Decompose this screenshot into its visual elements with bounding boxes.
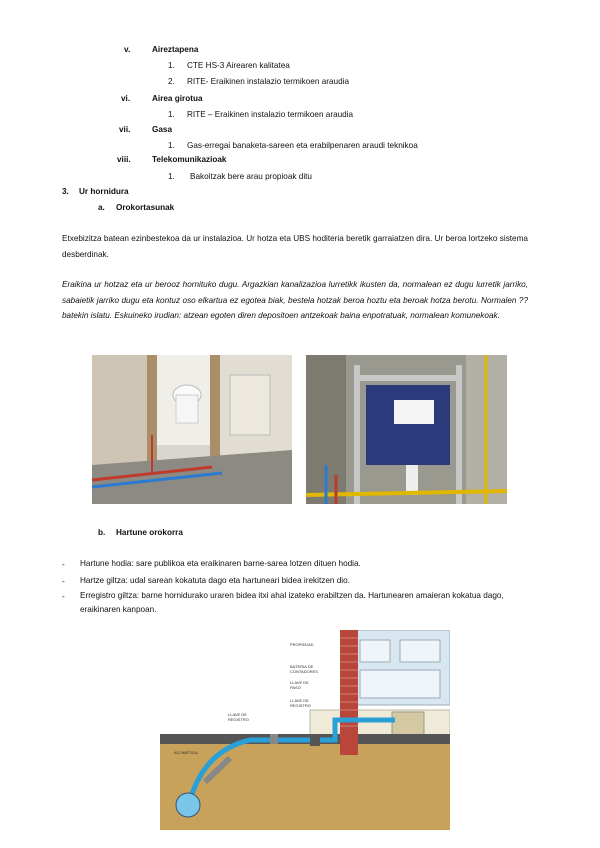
bullet-mark: - bbox=[62, 577, 65, 586]
subsection-a-title: Orokortasunak bbox=[116, 203, 175, 212]
bullet-item: Hartze giltza: udal sarean kokatuta dago eta hartuneari bidea irekitzen dio. bbox=[80, 576, 350, 585]
subsection-b-num: b. bbox=[98, 528, 106, 537]
paragraph-1: Etxebizitza batean ezinbestekoa da ur instalazioa. Ur hotza eta UBS hoditeria beretik garraiatzen dira. Ur beroa lortzeko sistema desberdinak. bbox=[62, 234, 528, 259]
diagram-label: LLAVE DE PASO bbox=[290, 680, 309, 690]
diagram-label: LLAVE DE REGISTRO bbox=[290, 698, 311, 708]
outline-vii-num: vii. bbox=[119, 125, 131, 134]
outline-vi-item1-num: 1. bbox=[168, 110, 175, 119]
outline-vii-title: Gasa bbox=[152, 125, 173, 134]
outline-v-title: Aireztapena bbox=[152, 45, 199, 54]
outline-vi-title: Airea girotua bbox=[152, 94, 203, 103]
diagram-label: ACOMETIDA bbox=[174, 750, 198, 755]
outline-v-num: v. bbox=[124, 45, 131, 54]
outline-v-item1: CTE HS-3 Airearen kalitatea bbox=[187, 61, 290, 70]
outline-vii-item1-num: 1. bbox=[168, 141, 175, 150]
outline-vi-item1: RITE – Eraikinen instalazio termikoen araudia bbox=[187, 110, 354, 119]
bullet-item: Erregistro giltza: barne hornidurako uraren bidea itxi ahal izateko erabiltzen da. Hartunearen amaieran kokatua dago, eraikinaren kanpoan. bbox=[80, 591, 504, 614]
photo-cistern-frame bbox=[306, 355, 507, 504]
outline-vi-num: vi. bbox=[121, 94, 131, 103]
outline-v-item1-num: 1. bbox=[168, 61, 175, 70]
diagram-label: LLAVE DE REGISTRO bbox=[228, 712, 249, 722]
section3-title: Ur hornidura bbox=[79, 187, 129, 196]
water-supply-diagram bbox=[160, 630, 450, 830]
section3-num: 3. bbox=[62, 187, 69, 196]
photo-floor-pipes bbox=[92, 355, 292, 504]
subsection-b-title: Hartune orokorra bbox=[116, 528, 183, 537]
outline-viii-num: viii. bbox=[117, 155, 131, 164]
outline-v-item2: RITE- Eraikinen instalazio termikoen araudia bbox=[187, 77, 350, 86]
outline-v-item2-num: 2. bbox=[168, 77, 175, 86]
diagram-label: BATERIA DE CONTADORES bbox=[290, 664, 318, 674]
outline-viii-title: Telekomunikazioak bbox=[152, 155, 227, 164]
diagram-label: PROPIEDAD bbox=[290, 642, 314, 647]
outline-viii-item1: Bakoitzak bere arau propioak ditu bbox=[190, 172, 312, 181]
bullet-item: Hartune hodia: sare publikoa eta eraikinaren barne-sarea lotzen dituen hodia. bbox=[80, 559, 361, 568]
subsection-a-num: a. bbox=[98, 203, 105, 212]
bullet-mark: - bbox=[62, 592, 65, 601]
bullet-mark: - bbox=[62, 560, 65, 569]
outline-vii-item1: Gas-erregai banaketa-sareen eta erabilpenaren araudi teknikoa bbox=[187, 141, 418, 150]
paragraph-2: Eraikina ur hotzaz eta ur berooz hornituko dugu. Argazkian kanalizazioa lurretikk ikusten da, normalean ez dugu lurretik jarriko, sabaietik jarriko dugu eta kontuz oso elkartua ez egotea biak, bestela hotzak beroa hoztu eta beroak hotza berotu. Normalen ?? batekin islatu. Eskuineko irudian: atzean egoten diren depositoen antzekoak baina enpotratuak, normalean komunekoak. bbox=[62, 280, 528, 320]
outline-viii-item1-num: 1. bbox=[168, 172, 175, 181]
